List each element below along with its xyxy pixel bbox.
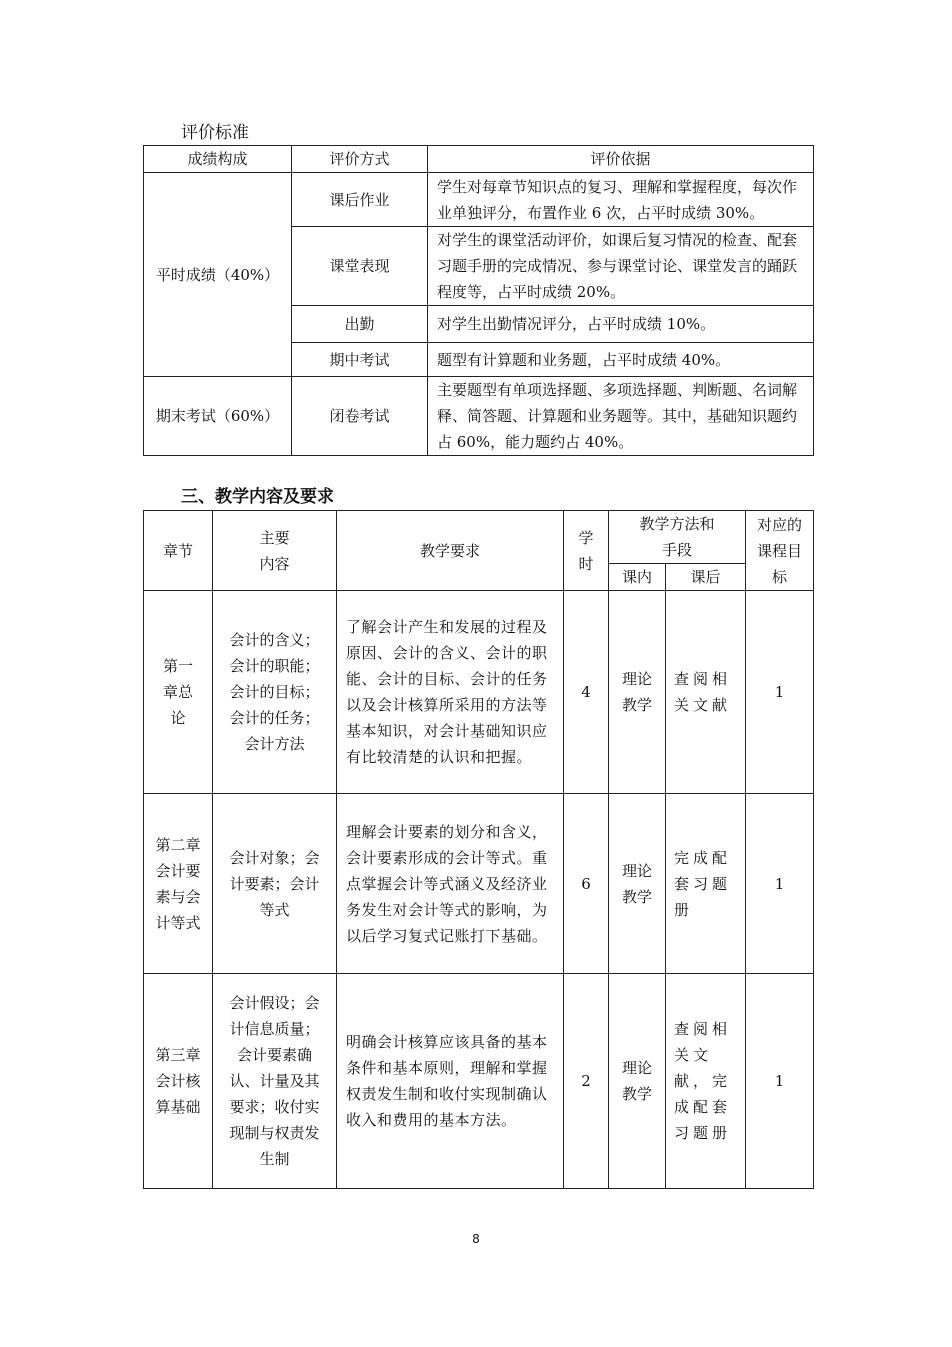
eval-header-cell: 成绩构成 bbox=[144, 146, 292, 173]
hours-cell: 4 bbox=[564, 591, 609, 794]
eval-row bbox=[144, 377, 814, 456]
in-class-cell: 理论教学 bbox=[609, 591, 666, 794]
teaching-content-table bbox=[143, 510, 814, 1189]
header-requirements: 教学要求 bbox=[337, 511, 564, 591]
eval-basis: 学生对每章节知识点的复习、理解和掌握程度，每次作业单独评分，布置作业 6 次，占平时成绩 30%。 bbox=[428, 173, 814, 227]
eval-method: 期中考试 bbox=[292, 343, 428, 377]
header-hours: 学时 bbox=[564, 511, 609, 591]
eval-method: 课堂表现 bbox=[292, 227, 428, 306]
header-chapter: 章节 bbox=[144, 511, 213, 591]
hours-cell: 6 bbox=[564, 794, 609, 974]
eval-header-cell: 评价依据 bbox=[428, 146, 814, 173]
content-row bbox=[144, 591, 814, 794]
target-cell: 1 bbox=[746, 591, 814, 794]
eval-basis: 主要题型有单项选择题、多项选择题、判断题、名词解释、简答题、计算题和业务题等。其中，基础知识题约占 60%，能力题约占 40%。 bbox=[428, 377, 814, 456]
eval-group-label: 期末考试（60%） bbox=[144, 377, 292, 456]
header-method: 教学方法和手段 bbox=[609, 511, 746, 564]
header-main-content: 主要内容 bbox=[213, 511, 337, 591]
chapter-cell: 第一章总论 bbox=[144, 591, 213, 794]
page-number: 8 bbox=[472, 1232, 480, 1246]
content-row bbox=[144, 794, 814, 974]
chapter-cell: 第二章会计要素与会计等式 bbox=[144, 794, 213, 974]
eval-header-cell: 评价方式 bbox=[292, 146, 428, 173]
after-class-cell: 完成配套习题册 bbox=[666, 794, 746, 974]
content-row bbox=[144, 974, 814, 1189]
eval-basis: 对学生出勤情况评分，占平时成绩 10%。 bbox=[428, 306, 814, 343]
after-class-cell: 查阅相关文献 bbox=[666, 591, 746, 794]
content-header-row bbox=[144, 511, 814, 564]
header-after-class: 课后 bbox=[666, 564, 746, 591]
after-class-cell: 查阅相关文献，完成配套习题册 bbox=[666, 974, 746, 1189]
hours-cell: 2 bbox=[564, 974, 609, 1189]
requirement-cell: 明确会计核算应该具备的基本条件和基本原则，理解和掌握权责发生制和收付实现制确认收入和费用的基本方法。 bbox=[337, 974, 564, 1189]
target-cell: 1 bbox=[746, 794, 814, 974]
content-caption: 三、教学内容及要求 bbox=[181, 487, 334, 507]
eval-method: 闭卷考试 bbox=[292, 377, 428, 456]
eval-method: 出勤 bbox=[292, 306, 428, 343]
in-class-cell: 理论教学 bbox=[609, 794, 666, 974]
header-in-class: 课内 bbox=[609, 564, 666, 591]
eval-header-row bbox=[144, 146, 814, 173]
eval-basis: 题型有计算题和业务题，占平时成绩 40%。 bbox=[428, 343, 814, 377]
chapter-cell: 第三章会计核算基础 bbox=[144, 974, 213, 1189]
eval-row bbox=[144, 173, 814, 227]
eval-caption: 评价标准 bbox=[181, 123, 249, 143]
eval-basis: 对学生的课堂活动评价，如课后复习情况的检查、配套习题手册的完成情况、参与课堂讨论、课堂发言的踊跃程度等，占平时成绩 20%。 bbox=[428, 227, 814, 306]
in-class-cell: 理论教学 bbox=[609, 974, 666, 1189]
evaluation-table bbox=[143, 145, 814, 456]
target-cell: 1 bbox=[746, 974, 814, 1189]
main-content-cell: 会计对象；会计要素；会计等式 bbox=[213, 794, 337, 974]
eval-group-label: 平时成绩（40%） bbox=[144, 173, 292, 377]
requirement-cell: 理解会计要素的划分和含义，会计要素形成的会计等式。重点掌握会计等式涵义及经济业务发生对会计等式的影响，为以后学习复式记账打下基础。 bbox=[337, 794, 564, 974]
header-target: 对应的课程目标 bbox=[746, 511, 814, 591]
eval-method: 课后作业 bbox=[292, 173, 428, 227]
requirement-cell: 了解会计产生和发展的过程及原因、会计的含义、会计的职能、会计的目标、会计的任务以及会计核算所采用的方法等基本知识，对会计基础知识应有比较清楚的认识和把握。 bbox=[337, 591, 564, 794]
main-content-cell: 会计的含义；会计的职能；会计的目标；会计的任务；会计方法 bbox=[213, 591, 337, 794]
main-content-cell: 会计假设；会计信息质量；会计要素确认、计量及其要求；收付实现制与权责发生制 bbox=[213, 974, 337, 1189]
